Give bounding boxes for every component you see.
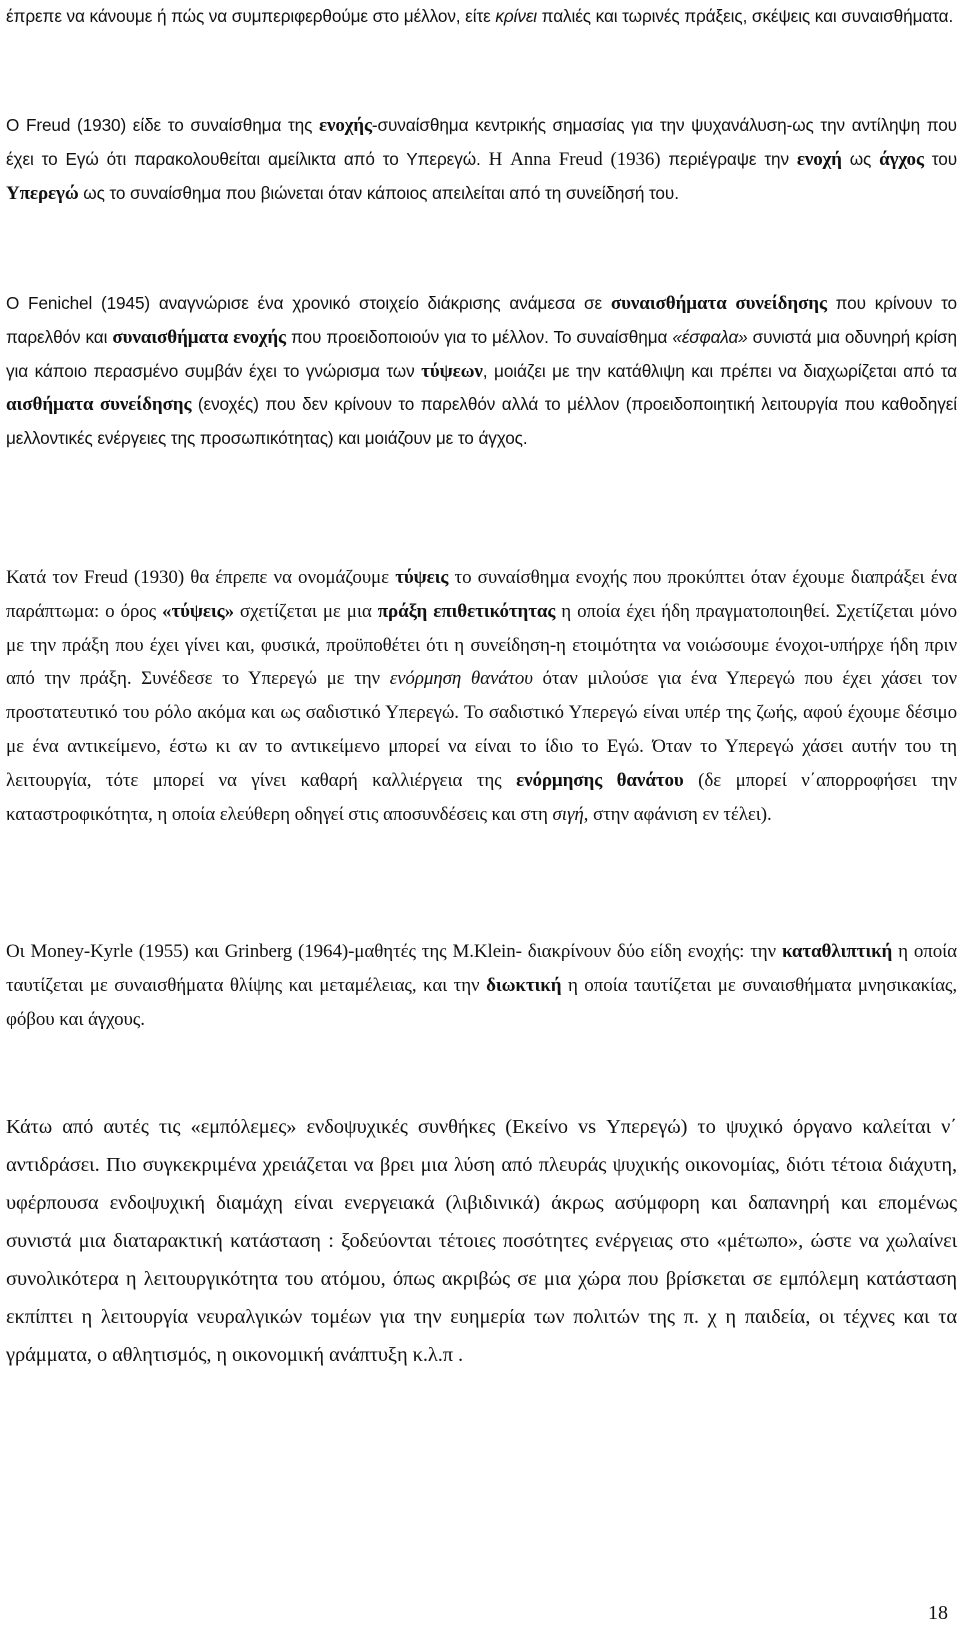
text-run: συνιστά μια οδυνηρή κρίση για κάποιο περασμένο συμβάν έχει το γνώρισμα των (6, 326, 958, 381)
page-number: 18 (928, 1602, 948, 1624)
text-run: (ενοχές) που δεν κρίνουν το παρελθόν αλλά το μέλλον (προειδοποιητική λειτουργία που καθοδηγεί μελλοντικές ενέργειες της προσωπικότητας) και μοιάζουν με το άγχος. (6, 394, 957, 449)
text-run: τύψεων (421, 360, 483, 382)
text-run: που προειδοποιούν για το μέλλον. Το συναίσθημα (285, 326, 673, 347)
paragraph-4 (6, 561, 957, 831)
text-run: πράξη επιθετικότητας (377, 600, 556, 622)
text-run: -συναίσθημα κεντρικής σημασίας για την ψυχανάλυση-ως την αντίληψη που έχει το Εγώ ότι παρακολουθείται αμείλικτα από το Υπερεγώ. (6, 115, 957, 169)
text-run: διωκτική (486, 974, 562, 996)
text-run: καταθλιπτική (781, 941, 893, 962)
text-run: «τύψεις» (162, 600, 234, 622)
paragraph-1 (6, 0, 957, 34)
text-run: «έσφαλα» (672, 326, 748, 347)
text-run: η οποία ταυτίζεται με συναισθήματα μνησικακίας, φόβου και άγχους. (6, 974, 957, 1030)
paragraph-2 (6, 109, 957, 210)
text-run: άγχος (879, 148, 924, 170)
text-run: Κάτω από αυτές τις «εμπόλεμες» ενδοψυχικές συνθήκες (Εκείνο vs Υπερεγώ) το ψυχικό όργανο καλείται ν΄ αντιδράσει. Πιο συγκεκριμένα χρειάζεται να βρει μια λύση από πλευράς ψυχικής οικονομίας, διότι τέτοια διάχυτη, υφέρπουσα ενδοψυχική διαμάχη είναι ενεργειακά (λιβιδινικά) άκρως ασύμφορη και δαπανηρή και επομένως συνιστά μια διαταρακτική κατάσταση : ξοδεύονται τέτοιες ποσότητες ενέργειας στο «μέτωπο», ώστε να χωλαίνει συνολικότερα η λειτουργικότητα του ατόμου, όπως ακριβώς σε μια χώρα που βρίσκεται σε εμπόλεμη κατάσταση εκπίπτει η λειτουργία νευραλγικών τομέων για την ευημερία των πολιτών της π. χ η παιδεία, οι τέχνες και τα γράμματα, ο αθλητισμός, η οικονομική ανάπτυξη κ.λ.π . (6, 1116, 957, 1366)
text-run: Η Anna Freud (1936) (488, 148, 669, 170)
text-run: ως (849, 148, 880, 169)
text-run: παλιές και τωρινές πράξεις, σκέψεις και συναισθήματα. (537, 6, 954, 26)
text-run: κρίνει (495, 6, 537, 26)
text-run: περιέγραψε την (668, 148, 797, 169)
text-run: Ο Freud (1930) είδε το συναίσθημα της (6, 115, 320, 135)
paragraph-5 (6, 935, 957, 1036)
text-run: του (923, 148, 958, 169)
text-run: Υπερεγώ (6, 182, 79, 204)
text-run: όταν μιλούσε για ένα Υπερεγώ που έχει χάσει τον προστατευτικό του ρόλο ακόμα και ως σαδιστικό Υπερεγώ. Το σαδιστικό Υπερεγώ είναι υπέρ της ζωής, αφού έχουμε δέσιμο με ένα αντικείμενο, έστω κι αν το αντικείμενο μπορεί να είναι το ίδιο το Εγώ. Όταν το Υπερεγώ χάσει αυτήν του τη λειτουργία, τότε μπορεί να γίνει καθαρή καλλιέργεια της (6, 668, 957, 791)
text-run: σιγή, (552, 803, 589, 825)
text-run: Οι Money-Kyrle (1955) και Grinberg (1964)-μαθητές της M.Klein- διακρίνουν δύο είδη ενοχής: την (6, 941, 782, 962)
text-run: ως το συναίσθημα που βιώνεται όταν κάποιος απειλείται από τη συνείδησή του. (78, 182, 679, 203)
text-run: , μοιάζει με την κατάθλιψη και πρέπει να διαχωρίζεται από τα (482, 360, 958, 381)
text-run: ενόρμησης θανάτου (516, 769, 684, 791)
text-run: αισθήματα συνείδησης (6, 394, 192, 416)
text-run: η οποία ταυτίζεται με συναισθήματα θλίψης και μεταμέλειας, και την (6, 941, 958, 996)
text-run: ενόρμηση θανάτου (389, 668, 533, 690)
paragraph-3 (6, 287, 957, 456)
text-run: στην αφάνιση εν τέλει). (588, 803, 772, 825)
text-run: έπρεπε να κάνουμε ή πώς να συμπεριφερθούμε στο μέλλον, είτε (6, 6, 496, 26)
text-run: ενοχή (796, 148, 850, 170)
text-run: η οποία έχει ήδη πραγματοποιηθεί. Σχετίζεται μόνο με την πράξη που έχει γίνει και, φυσικά, προϋποθέτει ότι η συνείδηση-η ετοιμότητα να νοιώσουμε ένοχοι-υπήρχε ήδη πριν από την πράξη. Συνέδεσε το Υπερεγώ με την (6, 600, 958, 690)
text-run: (δε μπορεί ν΄απορροφήσει την καταστροφικότητα, η οποία ελεύθερη οδηγεί στις αποσυνδέσεις και στη (6, 769, 957, 825)
text-run: Ο Fenichel (1945) αναγνώρισε ένα χρονικό στοιχείο διάκρισης ανάμεσα σε (6, 293, 611, 313)
text-run: συναισθήματα ενοχής (112, 326, 286, 348)
text-run: σχετίζεται με μια (233, 600, 378, 622)
paragraph-6 (6, 1108, 957, 1374)
text-run: Κατά τον Freud (1930) θα έπρεπε να ονομάζουμε (6, 567, 396, 588)
text-run: συναισθήματα συνείδησης (610, 293, 827, 314)
text-run: το συναίσθημα ενοχής που προκύπτει όταν έχουμε διαπράξει ένα παράπτωμα: ο όρος (6, 567, 957, 622)
text-run: που κρίνουν το παρελθόν και (6, 293, 957, 347)
text-run: ενοχής (319, 115, 372, 136)
text-run: τύψεις (395, 567, 449, 588)
